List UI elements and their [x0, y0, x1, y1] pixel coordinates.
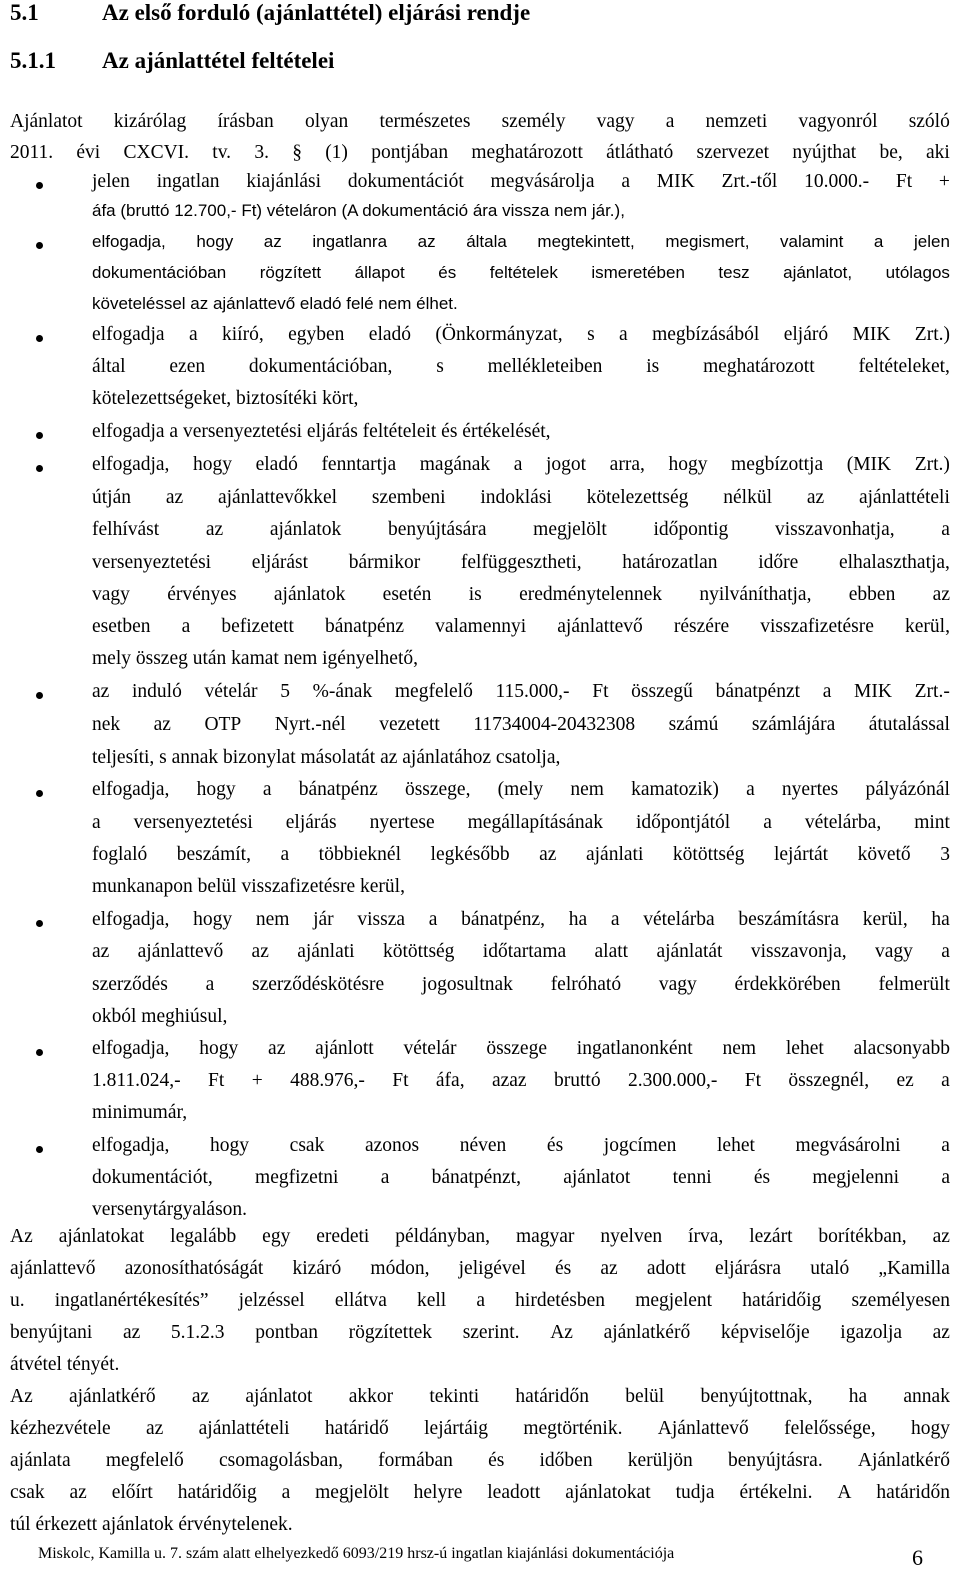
- text-line: esetben a befizetett bánatpénz valamennyi ajánlattevő részére visszafizetésre kerül,: [92, 616, 950, 637]
- subsection-number: 5.1.1: [10, 48, 56, 73]
- bullet-icon: [36, 242, 43, 249]
- text-line: elfogadja, hogy az ajánlott vételár összege ingatlanonként nem lehet alacsonyabb: [92, 1038, 950, 1059]
- text-line: vagy érvényes ajánlatok esetén is eredménytelennek nyilváníthatja, ebben az: [92, 584, 950, 605]
- text-line: nek az OTP Nyrt.-nél vezetett 11734004-20432308 számú számlájára átutalással: [92, 714, 950, 735]
- text-line: minimumár,: [92, 1102, 188, 1123]
- text-line: követeléssel az ajánlattevő eladó felé nem élhet.: [92, 294, 458, 313]
- text-line: okból meghiúsul,: [92, 1006, 228, 1027]
- text-line: versenytárgyaláson.: [92, 1199, 248, 1220]
- text-line: kötelezettségeket, biztosítéki kört,: [92, 388, 359, 409]
- text-line: elfogadja, hogy csak azonos néven és jogcímen lehet megvásárolni a: [92, 1135, 950, 1156]
- text-line: dokumentációt, megfizetni a bánatpénzt, ajánlatot tenni és megjelenni a: [92, 1167, 950, 1188]
- text-line: teljesíti, s annak bizonylat másolatát az ajánlatához csatolja,: [92, 747, 561, 768]
- text-line: ajánlata megfelelő csomagolásban, formában és időben kerüljön benyújtásra. Ajánlatkérő: [10, 1450, 950, 1471]
- bullet-icon: [36, 1049, 43, 1056]
- text-line: benyújtani az 5.1.2.3 pontban rögzítettek szerint. Az ajánlatkérő képviselője igazolja az: [10, 1322, 950, 1343]
- text-line: 1.811.024,- Ft + 488.976,- Ft áfa, azaz bruttó 2.300.000,- Ft összegnél, ez a: [92, 1070, 950, 1091]
- text-line: 2011. évi CXCVI. tv. 3. § (1) pontjában meghatározott átlátható szervezet nyújthat be, aki: [10, 142, 950, 163]
- text-line: elfogadja, hogy nem jár vissza a bánatpénz, ha a vételárba beszámításra kerül, ha: [92, 909, 950, 930]
- text-line: elfogadja, hogy eladó fenntartja magának a jogot arra, hogy megbízottja (MIK Zrt.): [92, 454, 950, 475]
- subsection-title: Az ajánlattétel feltételei: [102, 48, 335, 73]
- text-line: dokumentációban rögzített állapot és feltételek ismeretében tesz ajánlatot, utólagos: [92, 263, 950, 282]
- text-line: Ajánlatot kizárólag írásban olyan természetes személy vagy a nemzeti vagyonról szóló: [10, 111, 950, 132]
- section-title: Az első forduló (ajánlattétel) eljárási rendje: [102, 0, 531, 25]
- text-line: csak az előírt határidőig a megjelölt helyre leadott ajánlatokat tudja értékelni. A határidőn: [10, 1482, 950, 1503]
- text-line: felhívást az ajánlatok benyújtására megjelölt időpontig visszavonhatja, a: [92, 519, 950, 540]
- text-line: átvétel tényét.: [10, 1354, 120, 1375]
- text-line: elfogadja, hogy az ingatlanra az általa megtekintett, megismert, valamint a jelen: [92, 232, 950, 251]
- text-line: kézhezvétele az ajánlattételi határidő lejártáig megtörténik. Ajánlattevő felelőssége, hogy: [10, 1418, 950, 1439]
- bullet-icon: [36, 692, 43, 699]
- text-line: Az ajánlatkérő az ajánlatot akkor tekinti határidőn belül benyújtottnak, ha annak: [10, 1386, 950, 1407]
- text-line: elfogadja a kiíró, egyben eladó (Önkormányzat, s a megbízásából eljáró MIK Zrt.): [92, 324, 950, 345]
- text-line: versenyeztetési eljárást bármikor felfüggesztheti, határozatlan időre elhalaszthatja,: [92, 552, 950, 573]
- bullet-icon: [36, 182, 43, 189]
- text-line: útján az ajánlattevőkkel szembeni indoklási kötelezettség nélkül az ajánlattételi: [92, 487, 950, 508]
- page-number: 6: [912, 1545, 923, 1570]
- text-line: az ajánlattevő az ajánlati kötöttség időtartama alatt ajánlatát visszavonja, vagy a: [92, 941, 950, 962]
- text-line: u. ingatlanértékesítés” jelzéssel ellátva kell a hirdetésben megjelent határidőig személyesen: [10, 1290, 950, 1311]
- text-line: elfogadja, hogy a bánatpénz összege, (mely nem kamatozik) a nyertes pályázónál: [92, 779, 950, 800]
- subsection-heading: [10, 48, 334, 74]
- text-line: jelen ingatlan kiajánlási dokumentációt megvásárolja a MIK Zrt.-től 10.000.- Ft +: [92, 171, 950, 192]
- bullet-icon: [36, 432, 43, 439]
- bullet-icon: [36, 465, 43, 472]
- bullet-icon: [36, 790, 43, 797]
- text-line: az induló vételár 5 %-ának megfelelő 115.000,- Ft összegű bánatpénzt a MIK Zrt.-: [92, 681, 950, 702]
- text-line: a versenyeztetési eljárás nyertese megállapításának időpontjától a vételárba, mint: [92, 812, 950, 833]
- text-line: túl érkezett ajánlatok érvénytelenek.: [10, 1514, 293, 1535]
- bullet-icon: [36, 920, 43, 927]
- text-line: által ezen dokumentációban, s mellékleteiben is meghatározott feltételeket,: [92, 356, 950, 377]
- text-line: elfogadja a versenyeztetési eljárás feltételeit és értékelését,: [92, 421, 551, 442]
- page-footer: Miskolc, Kamilla u. 7. szám alatt elhelyezkedő 6093/219 hrsz-ú ingatlan kiajánlási dokumentációja: [38, 1545, 675, 1562]
- bullet-icon: [36, 1146, 43, 1153]
- text-line: mely összeg után kamat nem igényelhető,: [92, 648, 418, 669]
- section-heading: [10, 0, 530, 26]
- text-line: szerződés a szerződéskötésre jogosultnak felróható vagy érdekkörében felmerült: [92, 974, 950, 995]
- text-line: Az ajánlatokat legalább egy eredeti példányban, magyar nyelven írva, lezárt borítékban, az: [10, 1226, 950, 1247]
- text-line: foglaló beszámít, a többieknél legkésőbb az ajánlati kötöttség lejártát követő 3: [92, 844, 950, 865]
- text-line: áfa (bruttó 12.700,- Ft) vételáron (A dokumentáció ára vissza nem jár.),: [92, 201, 625, 220]
- text-line: munkanapon belül visszafizetésre kerül,: [92, 876, 405, 897]
- bullet-icon: [36, 335, 43, 342]
- section-number: 5.1: [10, 0, 39, 25]
- text-line: ajánlattevő azonosíthatóságát kizáró módon, jeligével és az adott eljárásra utaló „Kamilla: [10, 1258, 950, 1279]
